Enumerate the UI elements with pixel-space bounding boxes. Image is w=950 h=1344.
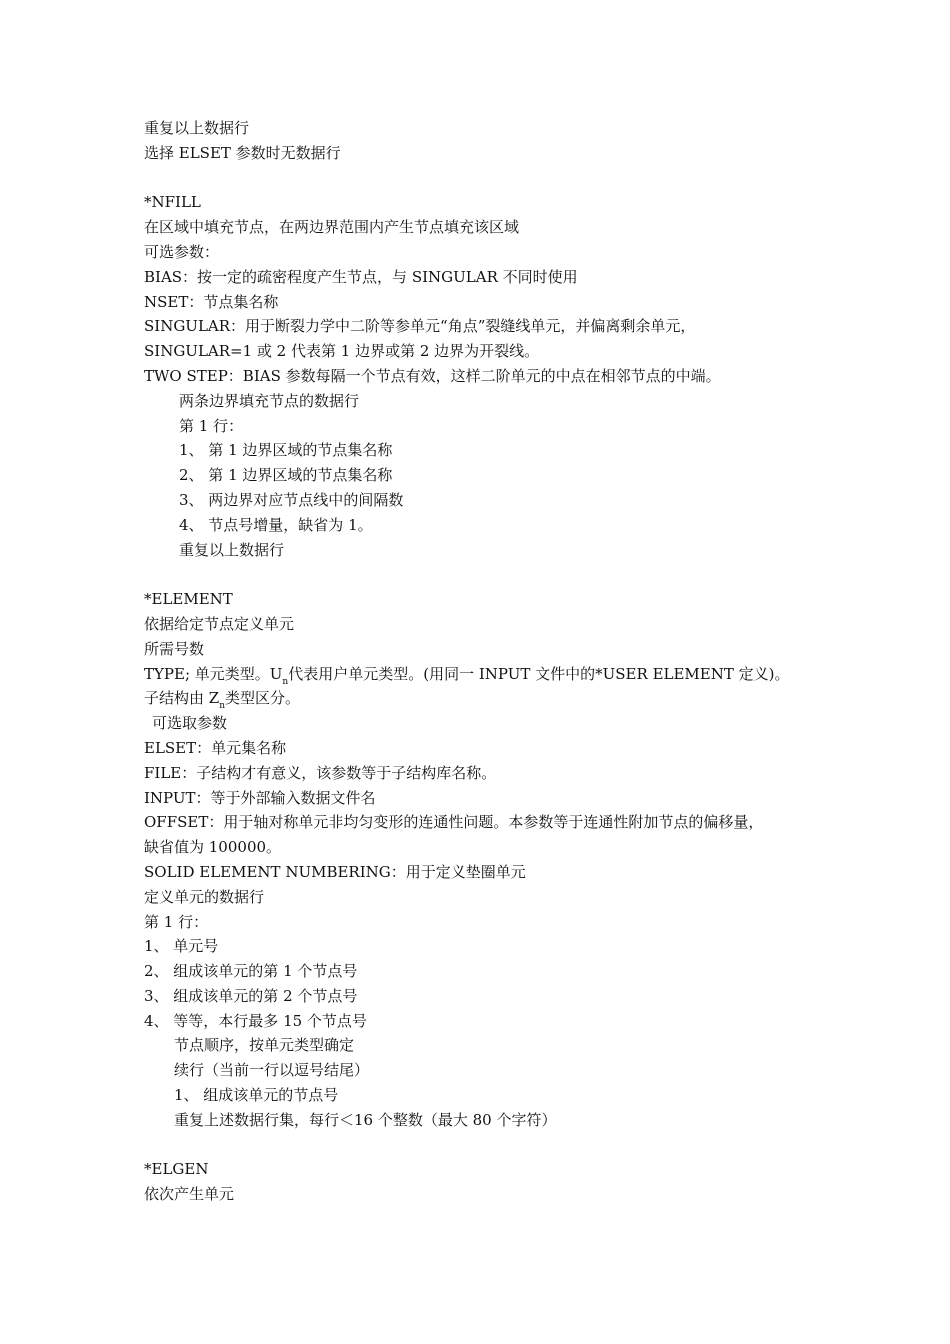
list-item: 1、 单元号 bbox=[144, 937, 219, 956]
text-segment: 子结构由 Z bbox=[144, 689, 220, 708]
text-line: 节点顺序，按单元类型确定 bbox=[174, 1036, 355, 1055]
text-line: 依次产生单元 bbox=[144, 1185, 235, 1204]
list-item: 3、 组成该单元的第 2 个节点号 bbox=[144, 986, 358, 1005]
blank-line bbox=[144, 1133, 824, 1158]
list-item: 2、 组成该单元的第 1 个节点号 bbox=[144, 962, 358, 981]
text-line: FILE：子结构才有意义，该参数等于子结构库名称。 bbox=[144, 763, 497, 782]
text-segment: TYPE; 单元类型。U bbox=[144, 664, 283, 683]
text-line-substructure bbox=[144, 686, 824, 711]
text-line: TWO STEP：BIAS 参数每隔一个节点有效，这样二阶单元的中点在相邻节点的中端。 bbox=[144, 366, 721, 385]
blank-line bbox=[144, 562, 824, 587]
text-line: 可选取参数 bbox=[152, 714, 228, 733]
text-line: OFFSET：用于轴对称单元非均匀变形的连通性问题。本参数等于连通性附加节点的偏移量， bbox=[144, 813, 764, 832]
keyword-heading-elgen: *ELGEN bbox=[144, 1160, 209, 1179]
text-line: SINGULAR：用于断裂力学中二阶等参单元“角点”裂缝线单元，并偏离剩余单元， bbox=[144, 317, 696, 336]
text-line: 两条边界填充节点的数据行 bbox=[179, 391, 360, 410]
document-body bbox=[144, 116, 824, 1207]
text-line: BIAS：按一定的疏密程度产生节点，与 SINGULAR 不同时使用 bbox=[144, 267, 578, 286]
text-segment: 类型区分。 bbox=[225, 689, 301, 708]
text-line: 在区域中填充节点，在两边界范围内产生节点填充该区域 bbox=[144, 218, 520, 237]
list-item: 4、 等等，本行最多 15 个节点号 bbox=[144, 1011, 367, 1030]
blank-line bbox=[144, 166, 824, 191]
text-segment: 代表用户单元类型。(用同一 INPUT 文件中的*USER ELEMENT 定义)。 bbox=[288, 664, 790, 683]
text-line: 依据给定节点定义单元 bbox=[144, 614, 295, 633]
subscript: n bbox=[219, 701, 225, 712]
text-line: INPUT：等于外部输入数据文件名 bbox=[144, 788, 376, 807]
keyword-heading-element: *ELEMENT bbox=[144, 590, 233, 609]
subscript: n bbox=[282, 676, 289, 687]
list-item: 4、 节点号增量，缺省为 1。 bbox=[179, 515, 373, 534]
text-line: 续行（当前一行以逗号结尾） bbox=[174, 1061, 370, 1080]
text-line: SOLID ELEMENT NUMBERING：用于定义垫圈单元 bbox=[144, 862, 526, 881]
list-item: 3、 两边界对应节点线中的间隔数 bbox=[179, 490, 404, 509]
text-line: 所需号数 bbox=[144, 639, 205, 658]
list-item: 2、 第 1 边界区域的节点集名称 bbox=[179, 466, 393, 485]
text-line: 重复上述数据行集，每行＜16 个整数（最大 80 个字符） bbox=[174, 1110, 557, 1129]
text-line: 定义单元的数据行 bbox=[144, 887, 265, 906]
text-line: 第 1 行： bbox=[144, 912, 209, 931]
keyword-heading-nfill: *NFILL bbox=[144, 193, 201, 212]
text-line-type bbox=[144, 662, 824, 687]
text-line: NSET：节点集名称 bbox=[144, 292, 279, 311]
text-line: 缺省值为 100000。 bbox=[144, 838, 282, 857]
list-item: 1、 组成该单元的节点号 bbox=[174, 1086, 339, 1105]
text-line: 重复以上数据行 bbox=[144, 119, 250, 137]
text-line: 可选参数： bbox=[144, 242, 220, 261]
text-line: 选择 ELSET 参数时无数据行 bbox=[144, 143, 341, 162]
text-line: 重复以上数据行 bbox=[179, 540, 285, 559]
text-line: 第 1 行： bbox=[179, 416, 244, 435]
text-line: SINGULAR=1 或 2 代表第 1 边界或第 2 边界为开裂线。 bbox=[144, 342, 540, 361]
list-item: 1、 第 1 边界区域的节点集名称 bbox=[179, 441, 393, 460]
text-line: ELSET：单元集名称 bbox=[144, 738, 287, 757]
